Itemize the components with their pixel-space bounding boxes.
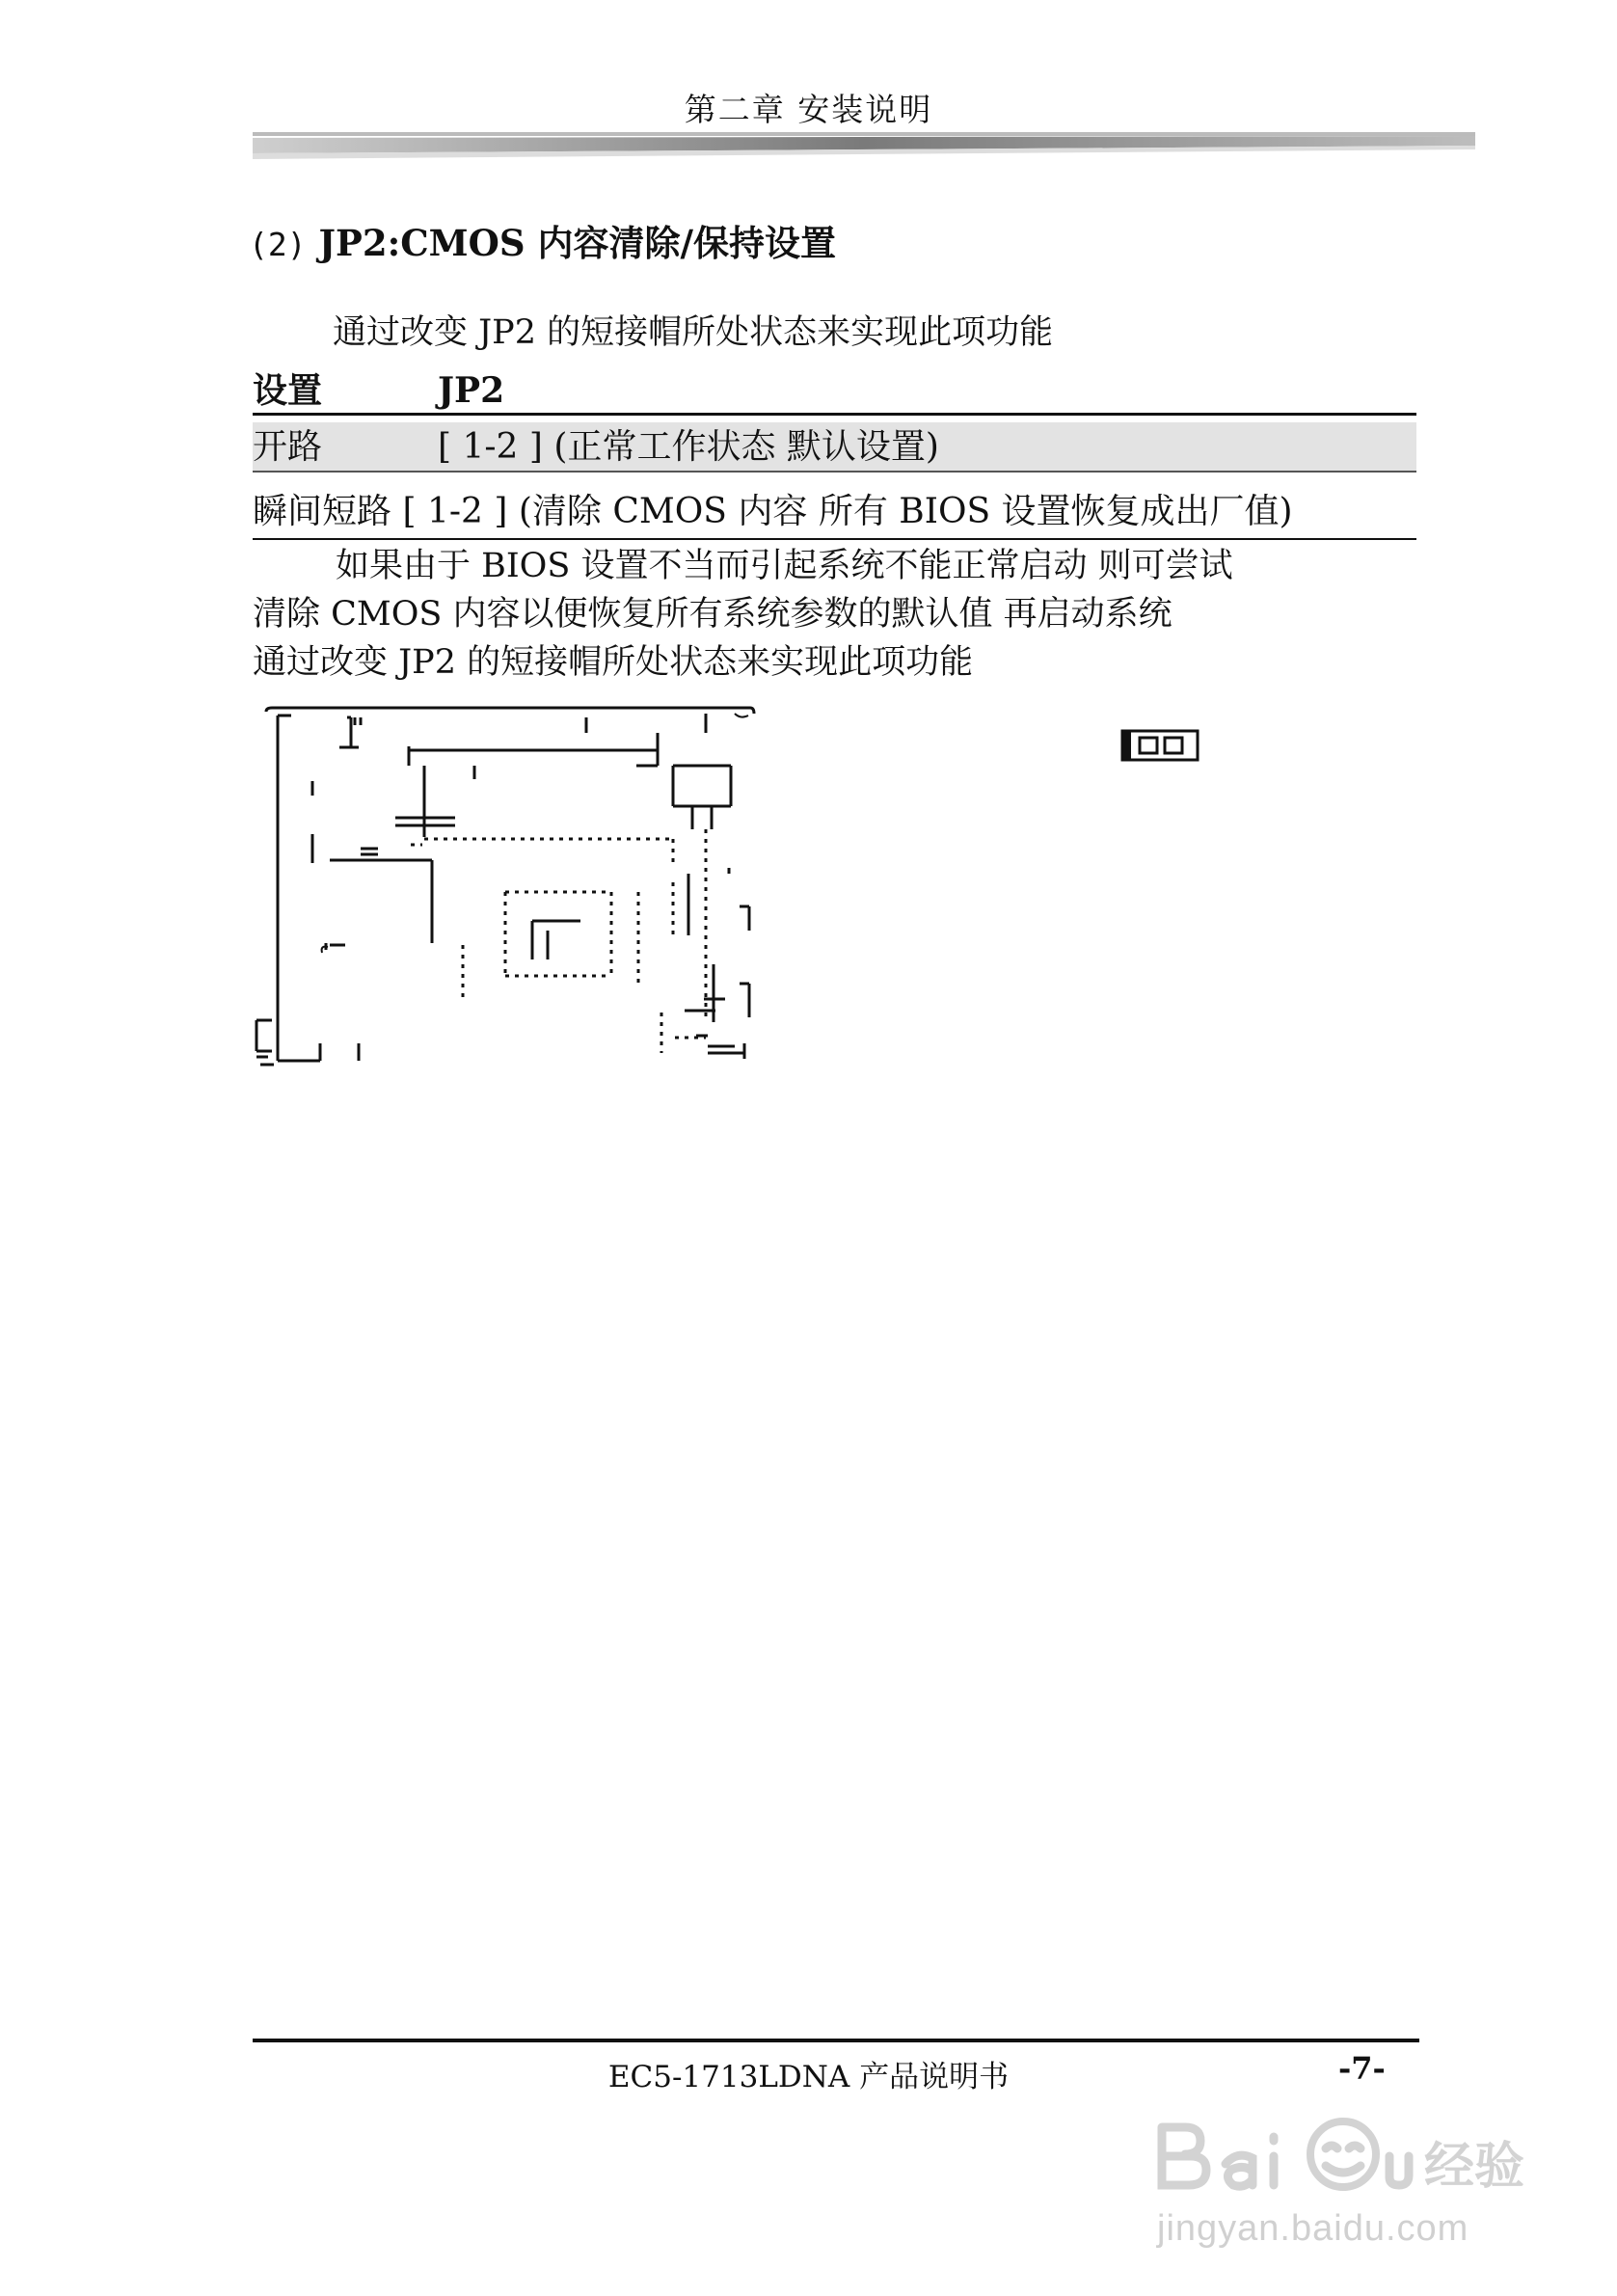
- table-row: [253, 490, 1416, 540]
- board-layout-diagram: [253, 704, 773, 1080]
- jumper-pin-icon: [1120, 729, 1199, 762]
- baidu-watermark-logo: [1152, 2108, 1528, 2204]
- footer-manual-title: EC5-1713LDNA 产品说明书: [607, 2060, 1010, 2094]
- body-paragraph: [253, 542, 1424, 687]
- chapter-header: 第二章 安装说明: [684, 91, 933, 128]
- footer-rule: [253, 2039, 1419, 2042]
- section-title: [249, 214, 836, 266]
- header-setting: 设置: [253, 370, 323, 411]
- table-row: [253, 422, 1416, 473]
- header-rule: [253, 132, 1475, 161]
- header-jp2: JP2: [438, 370, 505, 411]
- section-number: (2): [249, 226, 307, 263]
- page-number: -7-: [1338, 2050, 1386, 2087]
- paragraph-line: 如果由于 BIOS 设置不当而引起系统不能正常启动 则可尝试: [336, 547, 1233, 585]
- paragraph-line: 通过改变 JP2 的短接帽所处状态来实现此项功能: [253, 643, 974, 682]
- paragraph-line: 清除 CMOS 内容以便恢复所有系统参数的默认值 再启动系统: [253, 595, 1172, 634]
- row-value: [ 1-2 ] (正常工作状态 默认设置): [438, 427, 939, 467]
- watermark-logo-text: 经验: [1424, 2138, 1525, 2196]
- table-header: [253, 368, 1416, 416]
- row-setting: 开路: [253, 427, 323, 467]
- row-setting: 瞬间短路: [253, 492, 392, 531]
- intro-text: 通过改变 JP2 的短接帽所处状态来实现此项功能: [333, 313, 1054, 352]
- watermark-url: jingyan.baidu.com: [1157, 2208, 1469, 2249]
- row-value: [ 1-2 ] (清除 CMOS 内容 所有 BIOS 设置恢复成出厂值): [402, 492, 1293, 531]
- section-title-text: JP2:CMOS 内容清除/保持设置: [318, 222, 836, 264]
